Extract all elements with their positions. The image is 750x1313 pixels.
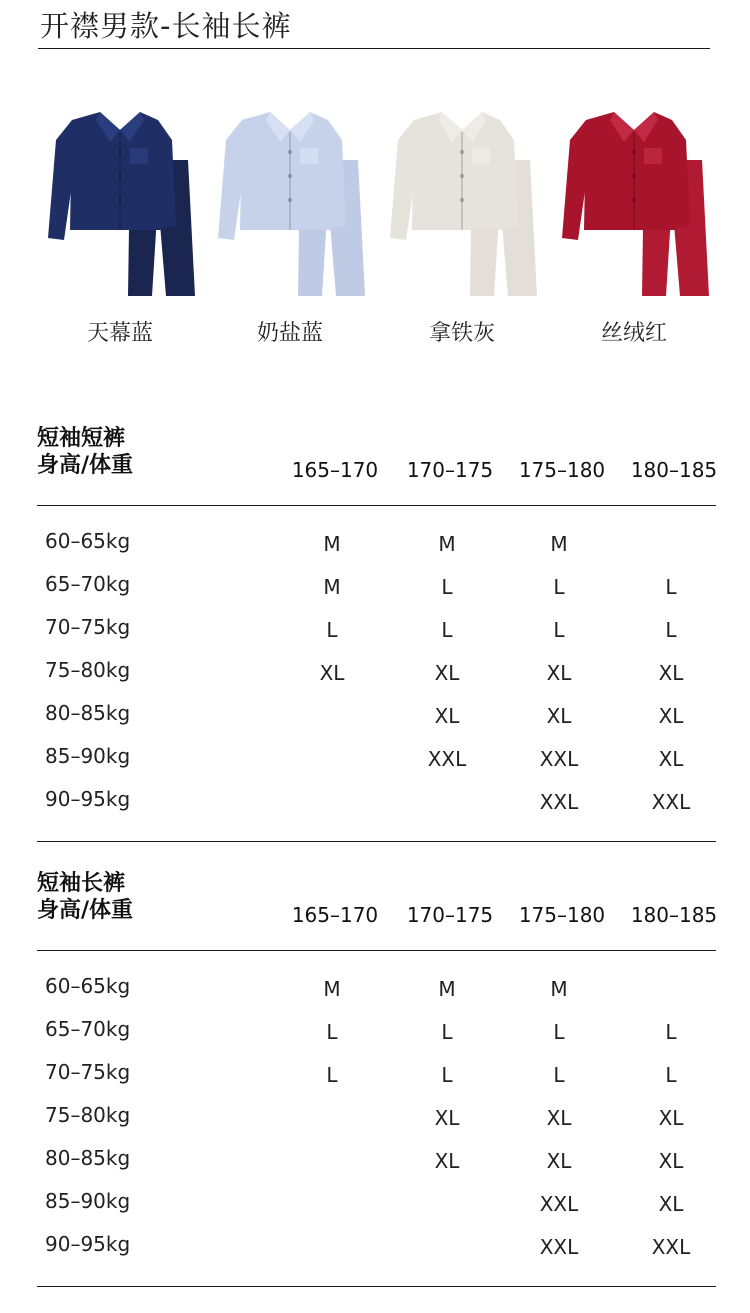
size-cell: M [438,532,456,556]
size-cell: XXL [539,747,579,771]
weight-label: 70–75kg [45,615,131,639]
size-cell: XL [546,1106,572,1130]
header-divider [37,505,716,506]
size-cell: M [323,532,341,556]
weight-label: 60–65kg [45,529,131,553]
header-divider [37,950,716,951]
table-title: 短袖长裤 [37,871,126,896]
weight-label: 65–70kg [45,1017,131,1041]
table-title: 短袖短裤 [37,426,126,451]
size-cell: XL [658,1149,684,1173]
pajama-image [200,100,380,310]
size-cell: L [665,575,677,599]
size-cell: L [326,1020,338,1044]
size-cell: L [553,1063,565,1087]
table-bottom-divider [37,1286,716,1287]
size-cell: XL [434,661,460,685]
height-column-header: 180–185 [630,903,718,927]
size-cell: L [326,1063,338,1087]
size-cell: L [665,1063,677,1087]
weight-label: 85–90kg [45,744,131,768]
size-cell: L [326,618,338,642]
color-name: 丝绒红 [600,321,667,346]
weight-label: 60–65kg [45,974,131,998]
height-column-header: 165–170 [291,903,379,927]
height-column-header: 175–180 [518,458,606,482]
weight-label: 75–80kg [45,1103,131,1127]
size-cell: L [553,1020,565,1044]
color-name: 奶盐蓝 [256,321,323,346]
page-title: 开襟男款-长袖长裤 [40,9,292,43]
size-cell: XL [658,1106,684,1130]
size-cell: XL [658,1192,684,1216]
size-cell: XXL [539,1235,579,1259]
size-cell: M [550,977,568,1001]
weight-label: 80–85kg [45,1146,131,1170]
color-option-4[interactable] [544,100,724,360]
pajama-image [372,100,552,310]
size-cell: XXL [651,790,691,814]
size-cell: XL [658,661,684,685]
weight-label: 90–95kg [45,1232,131,1256]
size-cell: L [441,575,453,599]
color-name: 天幕蓝 [86,321,153,346]
weight-label: 65–70kg [45,572,131,596]
size-cell: M [323,977,341,1001]
size-cell: XL [546,704,572,728]
size-cell: XL [434,1149,460,1173]
height-column-header: 165–170 [291,458,379,482]
size-cell: XXL [427,747,467,771]
size-cell: L [441,1063,453,1087]
weight-label: 85–90kg [45,1189,131,1213]
color-option-3[interactable] [372,100,552,360]
weight-label: 90–95kg [45,787,131,811]
size-cell: XL [434,704,460,728]
weight-label: 75–80kg [45,658,131,682]
table-axis-label: 身高/体重 [37,453,134,478]
height-column-header: 175–180 [518,903,606,927]
weight-label: 80–85kg [45,701,131,725]
table-bottom-divider [37,841,716,842]
size-cell: M [550,532,568,556]
size-cell: L [553,618,565,642]
size-cell: XXL [539,1192,579,1216]
size-cell: L [441,618,453,642]
color-name: 拿铁灰 [428,321,495,346]
size-cell: L [665,1020,677,1044]
size-cell: XL [658,747,684,771]
height-column-header: 170–175 [406,458,494,482]
size-cell: M [323,575,341,599]
size-cell: XL [546,661,572,685]
size-cell: XL [434,1106,460,1130]
color-option-2[interactable] [200,100,380,360]
pajama-image [30,100,210,310]
size-cell: L [665,618,677,642]
pajama-image [544,100,724,310]
title-divider [38,48,710,49]
height-column-header: 170–175 [406,903,494,927]
height-column-header: 180–185 [630,458,718,482]
size-cell: XL [658,704,684,728]
size-cell: L [441,1020,453,1044]
size-cell: XXL [539,790,579,814]
size-cell: L [553,575,565,599]
table-axis-label: 身高/体重 [37,898,134,923]
size-cell: M [438,977,456,1001]
weight-label: 70–75kg [45,1060,131,1084]
size-cell: XXL [651,1235,691,1259]
color-option-1[interactable] [30,100,210,360]
size-cell: XL [546,1149,572,1173]
size-cell: XL [319,661,345,685]
